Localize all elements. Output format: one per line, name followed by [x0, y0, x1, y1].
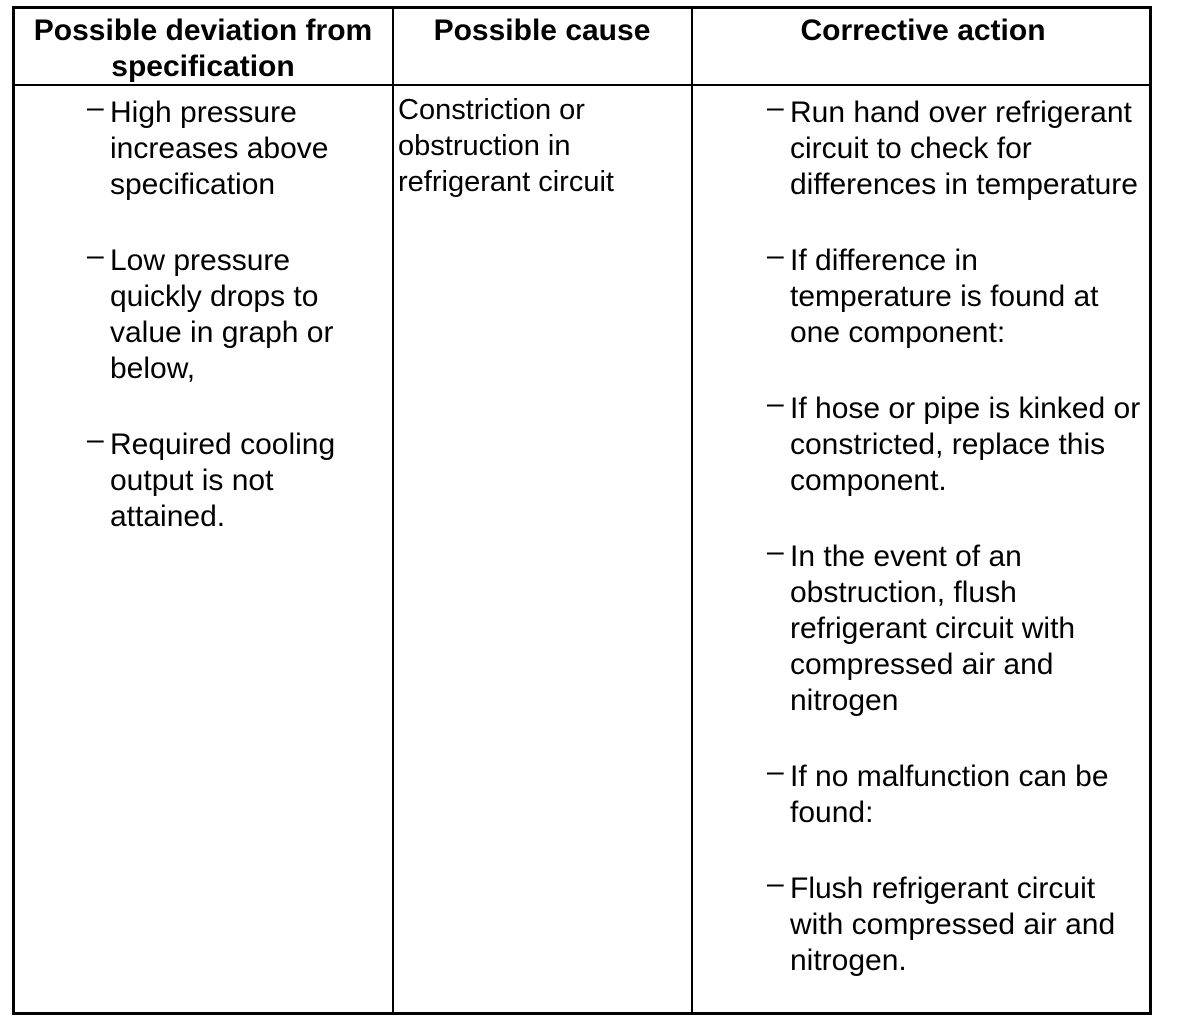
bullet-dash: – [767, 387, 784, 420]
deviation-list [87, 91, 380, 575]
bullet-dash: – [87, 91, 104, 124]
header-cause: Possible cause [433, 14, 651, 47]
action-text: In the event of an obstruction, flush refrigerant circuit with compressed air and nitrogen [790, 540, 1076, 717]
column-divider-2 [691, 9, 693, 1012]
bullet-dash: – [767, 239, 784, 272]
column-divider-1 [392, 9, 394, 1012]
troubleshooting-table [12, 6, 1152, 1015]
action-text: If no malfunction can be found: [790, 760, 1109, 829]
action-item [767, 535, 1142, 719]
action-text: If difference in temperature is found at one component: [790, 244, 1099, 349]
action-item [767, 239, 1142, 351]
deviation-item [87, 423, 380, 535]
bullet-dash: – [767, 755, 784, 788]
action-text: Run hand over refrigerant circuit to check for differences in temperature [790, 96, 1138, 201]
deviation-text: Required cooling output is not attained. [110, 428, 336, 533]
action-item [767, 755, 1142, 831]
bullet-dash: – [767, 535, 784, 568]
bullet-dash: – [87, 239, 104, 272]
deviation-text: High pressure increases above specification [110, 96, 329, 201]
bullet-dash: – [767, 867, 784, 900]
action-item [767, 867, 1142, 979]
cause-text: Constriction or obstruction in refrigerant circuit [398, 94, 614, 198]
action-item [767, 91, 1142, 203]
action-text: If hose or pipe is kinked or constricted, replace this component. [790, 392, 1141, 497]
deviation-text: Low pressure quickly drops to value in graph or below, [110, 244, 334, 385]
header-deviation: Possible deviation from specification [33, 14, 373, 83]
deviation-item [87, 91, 380, 203]
header-action: Corrective action [800, 14, 1046, 47]
deviation-item [87, 239, 380, 387]
action-text: Flush refrigerant circuit with compressed air and nitrogen. [790, 872, 1116, 977]
action-list [767, 91, 1142, 979]
bullet-dash: – [767, 91, 784, 124]
bullet-dash: – [87, 423, 104, 456]
action-item [767, 387, 1142, 499]
